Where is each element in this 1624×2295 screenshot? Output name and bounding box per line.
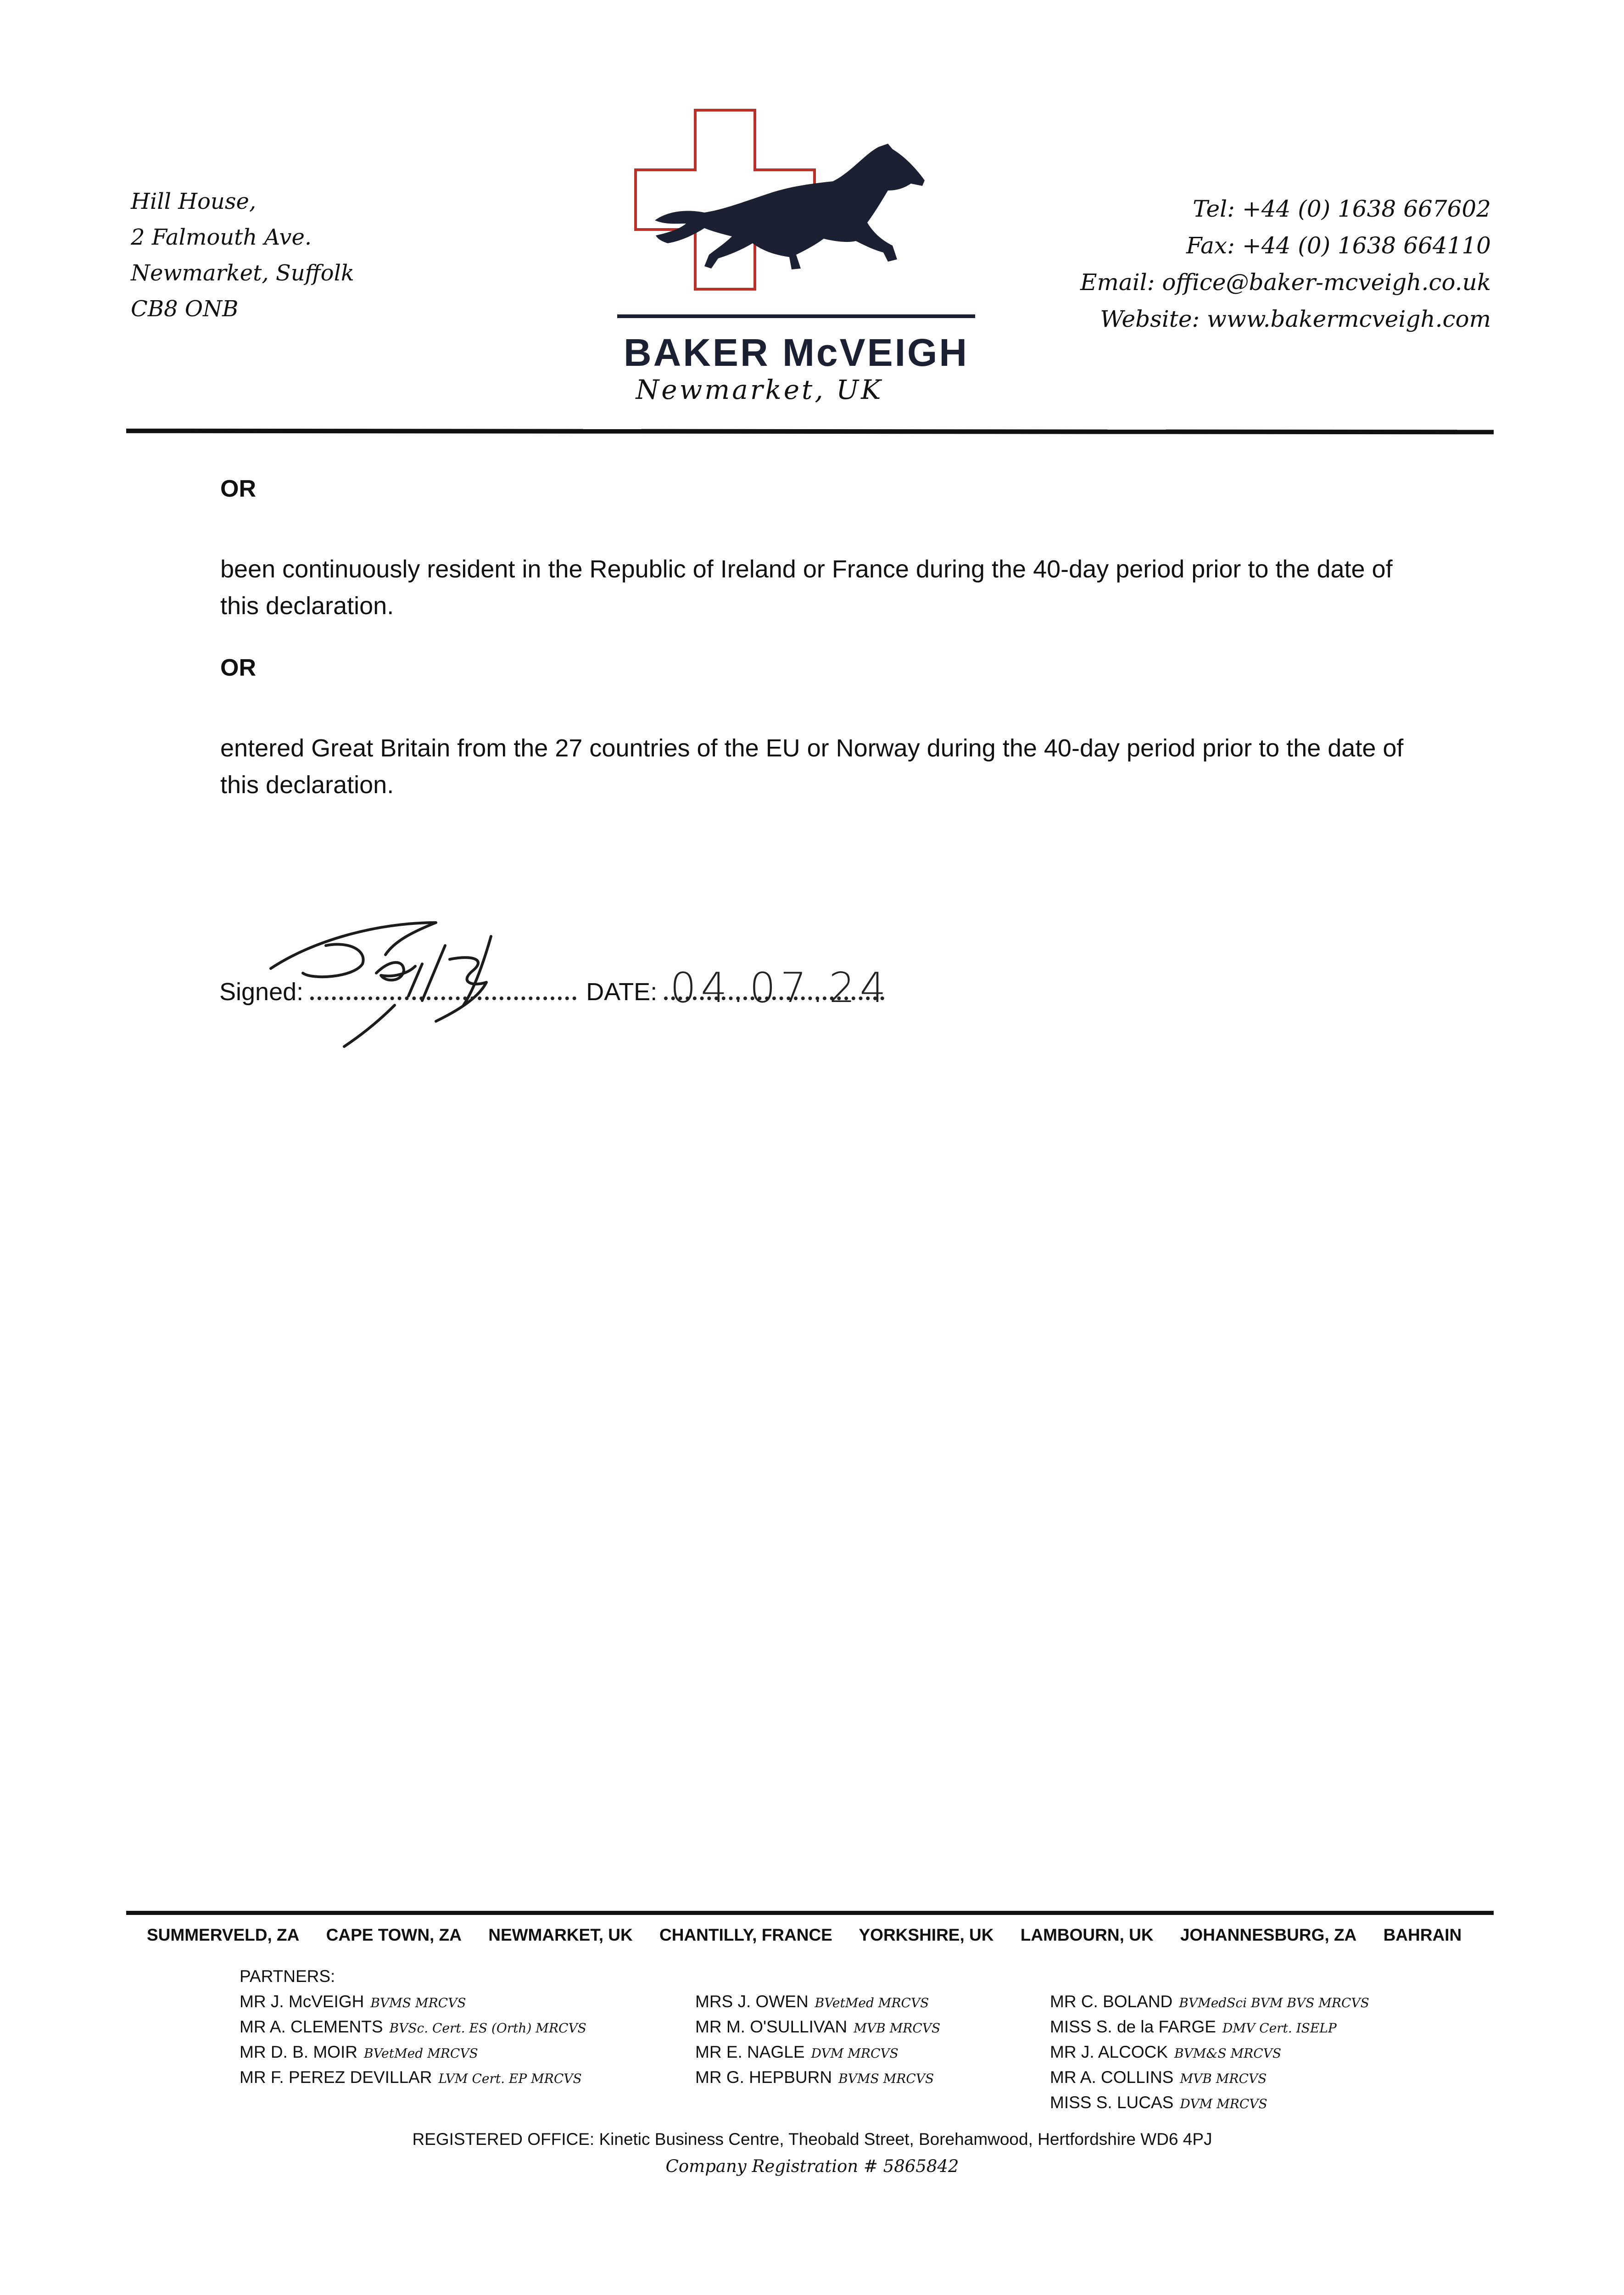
declaration-paragraph: entered Great Britain from the 27 countries of the EU or Norway during the 40-day period prior to the date of this declaration. [220,734,1404,799]
brand-location: Newmarket, UK [636,374,883,405]
logo-divider [617,314,975,318]
signature-dotted-line [310,992,576,1000]
address-line: Hill House, [131,189,257,214]
partner-name: MR A. CLEMENTS [240,2017,383,2036]
partner-entry [695,2066,940,2091]
or-separator: OR [220,655,256,681]
partner-qualifications: BVMedSci BVM BVS MRCVS [1179,1995,1369,2010]
partner-qualifications: DVM MRCVS [1180,2096,1267,2111]
partner-entry [240,1990,586,2015]
phone: Tel: +44 (0) 1638 667602 [1193,196,1491,222]
partner-name: MR D. B. MOIR [240,2043,357,2061]
partner-qualifications: LVM Cert. EP MRCVS [438,2071,582,2086]
partner-qualifications: BVMS MRCVS [838,2071,934,2086]
partner-name: MR C. BOLAND [1050,1992,1173,2011]
partner-entry [1050,2040,1369,2066]
office-location: JOHANNESBURG, ZA [1180,1926,1357,1944]
partner-name: MR F. PEREZ DEVILLAR [240,2068,432,2087]
registered-office: REGISTERED OFFICE: Kinetic Business Centre, Theobald Street, Borehamwood, Hertfordshire WD6 4PJ [412,2130,1212,2149]
partner-entry [695,1990,940,2015]
partner-entry [695,2040,940,2066]
address-line: Newmarket, Suffolk [131,260,355,286]
handwritten-signature [257,890,587,1056]
partner-entry [1050,1990,1369,2015]
office-locations [147,1926,1478,1945]
partner-name: MR M. O'SULLIVAN [695,2017,848,2036]
footer-rule [126,1911,1494,1915]
partner-name: MR J. ALCOCK [1050,2043,1168,2061]
date-label: DATE: [586,978,658,1006]
partner-qualifications: BVMS MRCVS [370,1995,466,2010]
or-separator: OR [220,476,256,502]
partners-column [240,1990,586,2091]
brand-name: BAKER McVEIGH [623,331,969,374]
partner-name: MR G. HEPBURN [695,2068,832,2087]
partner-qualifications: BVetMed MRCVS [815,1995,929,2010]
signed-label: Signed: [219,978,304,1006]
partner-name: MRS J. OWEN [695,1992,809,2011]
partner-qualifications: MVB MRCVS [1180,2071,1267,2086]
partner-entry [1050,2066,1369,2091]
partners-column [695,1990,940,2091]
partner-name: MISS S. LUCAS [1050,2093,1174,2112]
address-line: CB8 ONB [131,296,239,322]
office-location: NEWMARKET, UK [488,1926,633,1944]
partner-name: MR A. COLLINS [1050,2068,1174,2087]
partner-entry [1050,2015,1369,2040]
declaration-paragraph: been continuously resident in the Republic of Ireland or France during the 40-day period prior to the date of this declaration. [220,555,1393,620]
sender-address [131,184,354,327]
baker-mcveigh-logo [617,103,975,337]
email: Email: office@baker-mcveigh.co.uk [1080,269,1491,296]
partner-entry [240,2015,586,2040]
address-line: 2 Falmouth Ave. [131,224,312,250]
partners-title: PARTNERS: [240,1967,335,1986]
partner-qualifications: BVSc. Cert. ES (Orth) MRCVS [389,2021,586,2036]
partner-qualifications: MVB MRCVS [854,2021,941,2036]
header-rule [126,429,1494,435]
contact-block [1080,190,1491,337]
office-location: YORKSHIRE, UK [859,1926,994,1944]
office-location: CHANTILLY, FRANCE [659,1926,832,1944]
partner-qualifications: DMV Cert. ISELP [1222,2021,1337,2036]
company-registration: Company Registration # 5865842 [665,2156,959,2176]
partner-entry [695,2015,940,2040]
partner-qualifications: DVM MRCVS [811,2046,899,2061]
partner-entry [240,2040,586,2066]
partner-qualifications: BVM&S MRCVS [1174,2046,1282,2061]
partners-column [1050,1990,1369,2116]
office-location: BAHRAIN [1383,1926,1462,1944]
fax: Fax: +44 (0) 1638 664110 [1186,232,1491,259]
partner-name: MR J. McVEIGH [240,1992,364,2011]
website: Website: www.bakermcveigh.com [1100,306,1491,332]
office-location: SUMMERVELD, ZA [147,1926,300,1944]
office-location: CAPE TOWN, ZA [326,1926,462,1944]
partner-name: MR E. NAGLE [695,2043,805,2061]
partner-qualifications: BVetMed MRCVS [363,2046,478,2061]
partner-name: MISS S. de la FARGE [1050,2017,1216,2036]
partner-entry [1050,2091,1369,2116]
office-location: LAMBOURN, UK [1020,1926,1154,1944]
partner-entry [240,2066,586,2091]
handwritten-date: 04.07.24 [670,964,891,1012]
